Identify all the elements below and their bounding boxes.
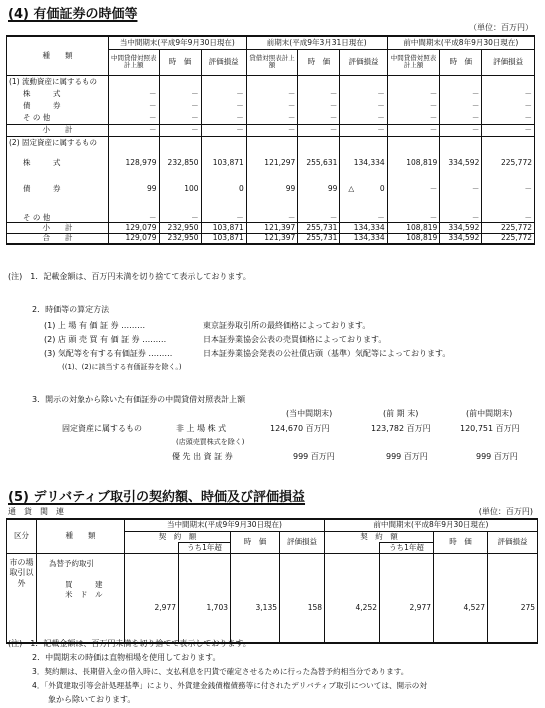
val-over1-1: 1,703 [179, 553, 231, 643]
header-contract-2: 契 約 額 [325, 531, 434, 542]
row-label-fixed-bond: 債 券 [7, 176, 109, 202]
row-label-other: そ の 他 [7, 112, 109, 124]
col-current: (当中間期末) [286, 409, 333, 418]
note-2: 2．時価等の算定方法 [32, 305, 110, 314]
row-label-fixed-stock: 株 式 [7, 150, 109, 176]
header-gain-2: 評価損益 [340, 49, 387, 75]
method-1-label: (1) 上 場 有 価 証 券 ……… [44, 321, 146, 330]
method-3-label: (3) 気配等を有する有価証券 ……… [44, 349, 173, 358]
header-kind: 種 類 [7, 36, 109, 75]
note5-3: 3．契約額は、長期借入金の借入時に、支払利息を円貨で確定させるために行った為替予約相当分であります。 [32, 667, 409, 676]
header-price-3: 時 価 [440, 49, 482, 75]
note-3: 3．開示の対象から除いた有価証券の中間貸借対照表計上額 [32, 395, 246, 404]
row-label-bond: 債 券 [7, 100, 109, 112]
header-contract-1: 契 約 額 [125, 531, 231, 542]
header-period-2: 前期末(平成9年3月31日現在) [246, 36, 387, 49]
header-price-5-1: 時 価 [231, 531, 280, 553]
header-book-2: 貸借対照表計上額 [246, 49, 298, 75]
header-gain-1: 評価損益 [201, 49, 246, 75]
side-label: 市の場取引以外 [7, 553, 37, 643]
preferred-val-2: 999 百万円 [386, 452, 428, 461]
method-2-desc: 日本証券業協会公表の売買価格によっております。 [203, 335, 387, 344]
col-prior-interim: (前中間期末) [466, 409, 513, 418]
header-period-5-1: 当中間期末(平成9年9月30日現在) [125, 519, 325, 531]
unlisted-val-1: 124,670 百万円 [270, 424, 330, 433]
unit-label-5: (単位：百万円) [478, 507, 533, 516]
header-over1-2: うち1年超 [380, 542, 434, 553]
unlisted-val-2: 123,782 百万円 [371, 424, 431, 433]
row-fixed-assets: (2) 固定資産に属するもの [7, 136, 109, 150]
usd-label: 米 ド ル [65, 590, 103, 600]
header-book-3: 中間貸借対照表計上額 [387, 49, 440, 75]
header-over1-1: うち1年超 [179, 542, 231, 553]
header-division: 区分 [7, 519, 37, 553]
row-current-assets: (1) 流動資産に属するもの [7, 75, 109, 88]
method-3-desc: 日本証券業協会発表の公社債店頭（基準）気配等によっております。 [203, 349, 451, 358]
header-period-1: 当中間期末(平成9年9月30日現在) [109, 36, 247, 49]
header-kind-5: 種 類 [37, 519, 125, 553]
unlisted-val-3: 120,751 百万円 [460, 424, 520, 433]
method-1-desc: 東京証券取引所の最終価格によっております。 [203, 321, 371, 330]
securities-table: 種 類 当中間期末(平成9年9月30日現在) 前期末(平成9年3月31日現在) 前中間期末(平成8年9月30日現在) 中間貸借対照表計上額 時 価 評価損益 貸借対照表計上額 時 価 評価損益 中間貸借対照表計上額 時 価 評価損益 (1) 流動資産に属するもの 株 式 － － － － － － － － － 債 券 － － － － － － － － － そ の 他 － － － － － － － － － 小 計 － － － － － － － － － (2) 固定資産に属するもの 株 式 128,979 232,850 103,871 121,297 255,631 134,334 108,819 334,592 225,772 債 券 99 100 0 99 99 △ 0 － － － そ の 他 － － － － － － － － － 小 計 129,079 232,950 103,871 121,397 255,731 134,334 108,819 334,592 225,772 合 計 129,079 232,950 103,871 121,397 255,731 134,334 108,819 334,592 225,772 [6, 35, 535, 245]
header-period-5-2: 前中間期末(平成8年9月30日現在) [325, 519, 538, 531]
val-contract-2: 4,252 [325, 553, 380, 643]
method-2-label: (2) 店 頭 売 買 有 価 証 券 ……… [44, 335, 167, 344]
val-gain-1: 158 [280, 553, 325, 643]
buy-label: 買 建 [65, 580, 103, 590]
header-gain-3: 評価損益 [482, 49, 535, 75]
method-3-note: ((1)、(2)に該当する有価証券を除く。) [62, 363, 182, 371]
unit-label: （単位：百万円） [469, 23, 533, 32]
note5-4: 4．「外貨建取引等会計処理基準」により、外貨建金銭債権債務等に付されたデリバティブ取引については、開示の対 [32, 681, 427, 690]
header-price-1: 時 価 [159, 49, 201, 75]
header-gain-5-2: 評価損益 [488, 531, 538, 553]
row-label-stock: 株 式 [7, 88, 109, 100]
negative-triangle: △ [348, 184, 355, 194]
section-4-title: (4) 有価証券の時価等 [8, 7, 138, 22]
fx-forward-label: 為替予約取引 [49, 558, 94, 568]
unlisted-stock-label: 非 上 場 株 式 [176, 424, 227, 433]
header-price-5-2: 時 価 [434, 531, 488, 553]
header-price-2: 時 価 [298, 49, 340, 75]
header-book-1: 中間貸借対照表計上額 [109, 49, 159, 75]
fixed-assets-label: 固定資産に属するもの [62, 424, 142, 433]
row-label-total: 合 計 [7, 233, 109, 244]
row-label-subtotal-fixed: 小 計 [7, 222, 109, 233]
val-price-2: 4,527 [434, 553, 488, 643]
note5-1: (注) 1．記載金額は、百万円未満を切り捨てて表示しております。 [8, 639, 251, 648]
header-period-3: 前中間期末(平成8年9月30日現在) [387, 36, 534, 49]
preferred-val-1: 999 百万円 [293, 452, 335, 461]
note5-4b: 象から除いております。 [48, 695, 136, 704]
note5-2: 2．中間期末の時価は直物相場を使用しております。 [32, 653, 221, 662]
preferred-val-3: 999 百万円 [476, 452, 518, 461]
preferred-label: 優 先 出 資 証 券 [172, 452, 233, 461]
currency-label: 通 貨 関 連 [8, 507, 64, 516]
section-5-title: (5) デリバティブ取引の契約額、時価及び評価損益 [8, 490, 306, 505]
derivatives-table [6, 518, 538, 644]
row-label-subtotal-current: 小 計 [7, 124, 109, 136]
note-1: (注) 1．記載金額は、百万円未満を切り捨てて表示しております。 [8, 272, 251, 281]
col-prior-year: (前 期 末) [383, 409, 419, 418]
header-gain-5-1: 評価損益 [280, 531, 325, 553]
val-price-1: 3,135 [231, 553, 280, 643]
unlisted-note: (店頭売買株式を除く) [176, 438, 245, 446]
row-label-fixed-other: そ の 他 [7, 202, 109, 222]
val-gain-2: 275 [488, 553, 538, 643]
val-over1-2: 2,977 [380, 553, 434, 643]
val-contract-1: 2,977 [125, 553, 179, 643]
